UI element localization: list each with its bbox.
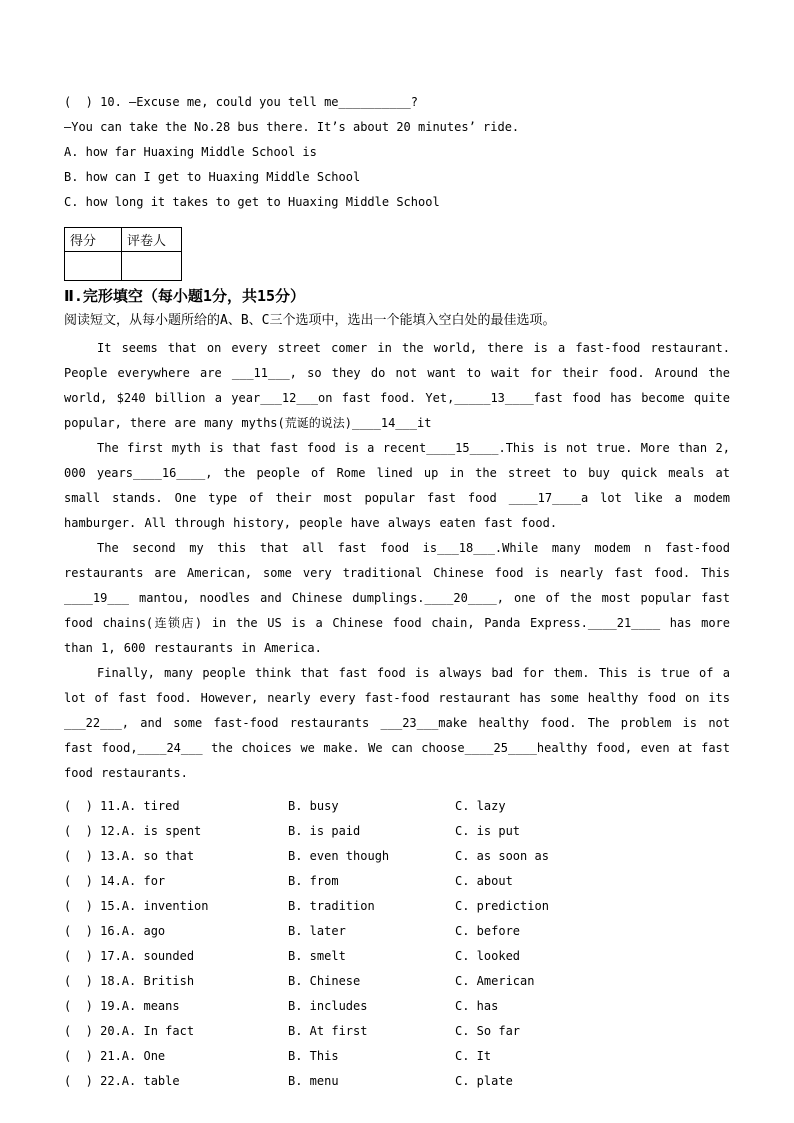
option-c-cell: C. before bbox=[455, 924, 521, 938]
cloze-question-row-18 bbox=[64, 969, 730, 994]
option-c-cell: C. It bbox=[455, 1049, 492, 1063]
cloze-question-row-21 bbox=[64, 1044, 730, 1069]
option-b-cell: B. menu bbox=[288, 1074, 339, 1088]
cloze-question-row-12 bbox=[64, 819, 730, 844]
passage-paragraph-1: It seems that on every street comer in the world, there is a fast-food restaurant. People everywhere are ___11___, so they do not want to wait for their food. Around the world, $240 billion a year___12___on fast food. Yet,_____13____fast food has become quite popular, there are many myths(荒诞的说法)____14___it bbox=[64, 341, 730, 430]
option-c-cell: C. So far bbox=[455, 1024, 521, 1038]
cloze-question-row-22 bbox=[64, 1069, 730, 1094]
option-c-cell: C. as soon as bbox=[455, 849, 549, 863]
question-10-option-b: B. how can I get to Huaxing Middle School bbox=[64, 170, 361, 184]
option-a-cell: ( ) 14.A. for bbox=[64, 874, 166, 888]
cloze-instruction: 阅读短文，从每小题所给的A、B、C三个选项中，选出一个能填入空白处的最佳选项。 bbox=[64, 313, 556, 328]
passage-paragraph-4: Finally, many people think that fast food is always bad for them. This is true of a lot of fast food. However, nearly every fast-food restaurant has some healthy food on its ___22___, and some fast-food restaurants ___23___make healthy food. The problem is not fast food,____24___ the choices we make. We can choose____25____healthy food, even at fast food restaurants. bbox=[64, 666, 730, 780]
option-a-cell: ( ) 15.A. invention bbox=[64, 899, 209, 913]
option-a-cell: ( ) 20.A. In fact bbox=[64, 1024, 195, 1038]
question-10-stem: ( ) 10. —Excuse me, could you tell me__________? bbox=[64, 95, 419, 109]
cloze-question-row-20 bbox=[64, 1019, 730, 1044]
cloze-question-row-15 bbox=[64, 894, 730, 919]
score-label: 得分 bbox=[65, 228, 122, 252]
question-10-option-a: A. how far Huaxing Middle School is bbox=[64, 145, 317, 159]
option-a-cell: ( ) 17.A. sounded bbox=[64, 949, 195, 963]
cloze-options-list bbox=[64, 794, 730, 1094]
option-c-cell: C. about bbox=[455, 874, 513, 888]
option-a-cell: ( ) 16.A. ago bbox=[64, 924, 166, 938]
cloze-question-row-17 bbox=[64, 944, 730, 969]
question-10-reply: —You can take the No.28 bus there. It’s about 20 minutes’ ride. bbox=[64, 120, 520, 134]
option-b-cell: B. Chinese bbox=[288, 974, 361, 988]
option-a-cell: ( ) 19.A. means bbox=[64, 999, 180, 1013]
option-b-cell: B. At first bbox=[288, 1024, 368, 1038]
option-b-cell: B. from bbox=[288, 874, 339, 888]
option-b-cell: B. later bbox=[288, 924, 346, 938]
option-c-cell: C. is put bbox=[455, 824, 521, 838]
option-a-cell: ( ) 13.A. so that bbox=[64, 849, 195, 863]
cloze-passage bbox=[64, 336, 730, 786]
cloze-question-row-19 bbox=[64, 994, 730, 1019]
score-table-blank-row bbox=[65, 252, 182, 281]
option-c-cell: C. lazy bbox=[455, 799, 506, 813]
option-b-cell: B. is paid bbox=[288, 824, 361, 838]
option-b-cell: B. tradition bbox=[288, 899, 375, 913]
question-10-option-c: C. how long it takes to get to Huaxing Middle School bbox=[64, 195, 440, 209]
score-blank-cell bbox=[65, 252, 122, 281]
score-table-header-row bbox=[65, 228, 182, 252]
cloze-section-title: Ⅱ.完形填空（每小题1分，共15分） bbox=[64, 287, 306, 305]
question-10-block bbox=[64, 90, 730, 215]
option-a-cell: ( ) 21.A. One bbox=[64, 1049, 166, 1063]
score-table bbox=[64, 227, 182, 281]
cloze-question-row-16 bbox=[64, 919, 730, 944]
option-a-cell: ( ) 11.A. tired bbox=[64, 799, 180, 813]
grader-label: 评卷人 bbox=[122, 228, 182, 252]
option-b-cell: B. busy bbox=[288, 799, 339, 813]
option-a-cell: ( ) 22.A. table bbox=[64, 1074, 180, 1088]
option-c-cell: C. plate bbox=[455, 1074, 513, 1088]
cloze-question-row-11 bbox=[64, 794, 730, 819]
option-c-cell: C. looked bbox=[455, 949, 521, 963]
passage-paragraph-2: The first myth is that fast food is a recent____15____.This is not true. More than 2, 000 years____16____, the people of Rome lined up in the street to buy quick meals at small stands. One type of their most popular fast food ____17____a lot like a modem hamburger. All through history, people have always eaten fast food. bbox=[64, 441, 730, 530]
cloze-question-row-13 bbox=[64, 844, 730, 869]
option-c-cell: C. American bbox=[455, 974, 535, 988]
grader-blank-cell bbox=[122, 252, 182, 281]
option-a-cell: ( ) 12.A. is spent bbox=[64, 824, 202, 838]
option-b-cell: B. even though bbox=[288, 849, 390, 863]
cloze-question-row-14 bbox=[64, 869, 730, 894]
option-b-cell: B. smelt bbox=[288, 949, 346, 963]
option-c-cell: C. has bbox=[455, 999, 499, 1013]
passage-paragraph-3: The second my this that all fast food is___18___.While many modem n fast-food restaurants are American, some very traditional Chinese food is nearly fast food. This ____19___ mantou, noodles and Chinese dumplings.____20____, one of the most popular fast food chains(连锁店) in the US is a Chinese food chain, Panda Express.____21____ has more than 1, 600 restaurants in America. bbox=[64, 541, 730, 655]
option-a-cell: ( ) 18.A. British bbox=[64, 974, 195, 988]
option-b-cell: B. This bbox=[288, 1049, 339, 1063]
option-c-cell: C. prediction bbox=[455, 899, 549, 913]
option-b-cell: B. includes bbox=[288, 999, 368, 1013]
